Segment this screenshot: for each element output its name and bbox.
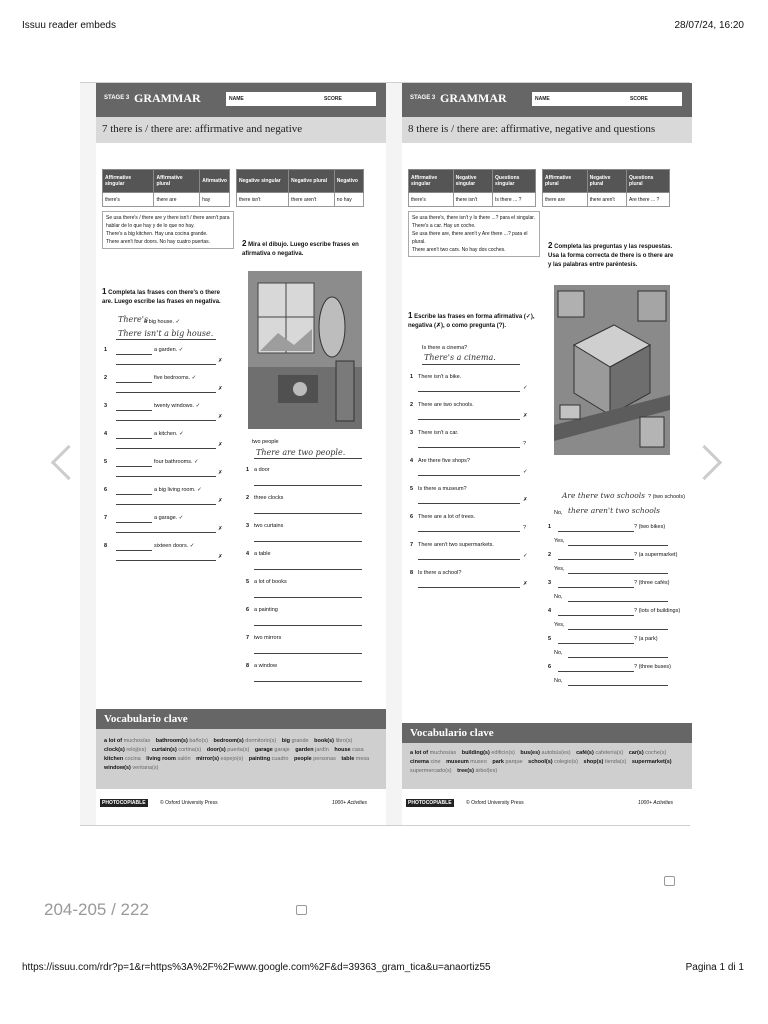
- item-number: 6: [548, 664, 552, 670]
- vocab-word: a lot of: [104, 738, 123, 744]
- example-tail: ? (two schools): [648, 494, 685, 500]
- vocab-translation: libro(s): [335, 738, 353, 744]
- vocab-translation: muchos/as: [429, 750, 457, 756]
- example-prompt: Is there a cinema?: [422, 345, 468, 351]
- answer-line: [116, 504, 216, 505]
- vocab-translation: ventana(s): [132, 765, 159, 771]
- mark: ✓: [523, 553, 528, 559]
- answer-start: No,: [554, 650, 563, 656]
- answer-line: [254, 597, 362, 598]
- item-prompt: ? (three cafés): [634, 580, 670, 586]
- copyright: © Oxford University Press: [160, 800, 218, 806]
- item-prompt: twenty windows. ✓: [154, 403, 201, 409]
- item-number: 6: [246, 607, 250, 613]
- vocabulary-title: Vocabulario clave: [104, 713, 188, 725]
- example-prompt: a big house. ✓: [144, 319, 181, 325]
- answer-line: [254, 625, 362, 626]
- vocab-translation: dormitorio(s): [245, 738, 277, 744]
- score-label: SCORE: [324, 96, 342, 102]
- item-number: 8: [104, 543, 108, 549]
- cross-mark: ✗: [218, 554, 223, 560]
- page-title-bar: [96, 83, 386, 117]
- item-number: 4: [410, 458, 414, 464]
- photocopiable-badge: PHOTOCOPIABLE: [408, 800, 452, 806]
- vocabulary-list: [410, 749, 680, 776]
- vocab-word: car(s): [628, 750, 644, 756]
- section-title: 8 there is / there are: affirmative, negative and questions: [402, 117, 692, 143]
- next-page-arrow-icon[interactable]: [687, 445, 722, 480]
- grammar-title: GRAMMAR: [440, 91, 507, 105]
- plural-table: Affirmative plural Negative plural Questions plural there are there aren't Are there ... ?: [542, 169, 670, 207]
- item-prompt: There isn't a bike.: [418, 374, 462, 380]
- document-viewer: [80, 82, 690, 826]
- answer-line: [116, 382, 152, 383]
- name-score-box: [226, 92, 376, 106]
- print-header-datetime: 28/07/24, 16:20: [674, 20, 744, 31]
- answer-line: [116, 438, 152, 439]
- cross-mark: ✗: [218, 442, 223, 448]
- item-number: 4: [246, 551, 250, 557]
- answer-start: Yes,: [554, 622, 565, 628]
- copyright: © Oxford University Press: [466, 800, 524, 806]
- vocabulary-box: [96, 709, 386, 789]
- vocab-word: building(s): [461, 750, 490, 756]
- answer-line: [116, 466, 152, 467]
- answer-line: [418, 419, 520, 420]
- vocab-entry: [457, 768, 497, 774]
- answer-line: [254, 513, 362, 514]
- answer-line: [568, 545, 668, 546]
- item-number: 3: [410, 430, 414, 436]
- answer-line: [558, 615, 634, 616]
- answer-line: [568, 573, 668, 574]
- vocab-translation: cine: [430, 759, 441, 765]
- item-prompt: a garden. ✓: [154, 347, 184, 353]
- answer-line: [116, 494, 152, 495]
- item-number: 1: [410, 374, 414, 380]
- vocab-entry: [334, 747, 363, 753]
- cross-mark: ✗: [218, 498, 223, 504]
- vocab-entry: [104, 738, 150, 744]
- vocab-entry: [576, 750, 623, 756]
- answer-line: [568, 657, 668, 658]
- item-prompt: ? (two bikes): [634, 524, 666, 530]
- item-prompt: ? (a park): [634, 636, 658, 642]
- answer-line: [568, 629, 668, 630]
- vocab-word: door(s): [206, 747, 226, 753]
- vocab-word: curtain(s): [151, 747, 177, 753]
- vocab-translation: garaje: [274, 747, 290, 753]
- item-prompt: two curtains: [254, 523, 284, 529]
- answer-line: [418, 447, 520, 448]
- answer-line: [254, 569, 362, 570]
- exercise-2-instructions: 2 Completa las preguntas y las respuestas. Usa la forma correcta de there is o there are y las palabras entre paréntesis.: [548, 241, 674, 268]
- example-answer-1: There's: [118, 315, 149, 324]
- vocab-word: garage: [254, 747, 273, 753]
- answer-line: [116, 476, 216, 477]
- answer-line: [558, 643, 634, 644]
- answer-line: [116, 522, 152, 523]
- vocab-word: garden: [295, 747, 314, 753]
- vocabulary-list: [104, 737, 374, 773]
- answer-line: [418, 503, 520, 504]
- page-title-bar: [402, 83, 692, 117]
- grammar-title: GRAMMAR: [134, 91, 201, 105]
- page-counter: 204-205 / 222: [44, 900, 149, 919]
- vocab-entry: [207, 747, 250, 753]
- item-number: 5: [246, 579, 250, 585]
- grammar-note: Se usa there's, there isn't y Is there ...? para el singular. There's a car. Hay un coche. Se usa there are, there aren't y Are there ...? para el plural. There aren't two cars. No hay dos coches.: [408, 211, 540, 257]
- vocab-translation: mesa: [355, 756, 370, 762]
- vocab-word: painting: [248, 756, 271, 762]
- item-number: 5: [410, 486, 414, 492]
- vocab-word: table: [341, 756, 355, 762]
- negative-table: Negative singular Negative plural Negativo there isn't there aren't no hay: [236, 169, 364, 207]
- vocab-word: park: [492, 759, 504, 765]
- answer-line: [116, 354, 152, 355]
- stage-label: STAGE 3: [104, 95, 130, 101]
- item-prompt: Are there five shops?: [418, 458, 470, 464]
- item-number: 7: [246, 635, 250, 641]
- answer-start: Yes,: [554, 566, 565, 572]
- item-prompt: a table: [254, 551, 271, 557]
- mark: ?: [523, 441, 527, 447]
- town-illustration: [554, 285, 670, 455]
- answer-line: [568, 685, 668, 686]
- activities-label: 1000+ Activities: [332, 800, 367, 806]
- vocab-translation: personas: [313, 756, 336, 762]
- item-prompt: There aren't two supermarkets.: [418, 542, 494, 548]
- answer-line: [568, 601, 668, 602]
- example-answer-3: There are two people.: [256, 448, 346, 457]
- vocab-word: café(s): [576, 750, 594, 756]
- item-number: 2: [104, 375, 108, 381]
- answer-line: [116, 364, 216, 365]
- vocab-word: bedroom(s): [213, 738, 244, 744]
- item-prompt: five bedrooms. ✓: [154, 375, 197, 381]
- vocab-entry: [255, 747, 290, 753]
- vocab-word: mirror(s): [196, 756, 220, 762]
- exercise-1-instructions: 1 Completa las frases con there's o there are. Luego escribe las frases en negativa.: [102, 287, 221, 305]
- answer-line: [418, 559, 520, 560]
- item-prompt: a garage. ✓: [154, 515, 184, 521]
- print-footer-page: Pagina 1 di 1: [685, 962, 744, 973]
- item-prompt: ? (a supermarket): [634, 552, 678, 558]
- answer-line: [418, 531, 520, 532]
- vocab-entry: [446, 759, 487, 765]
- item-number: 5: [104, 459, 108, 465]
- answer-line: [116, 420, 216, 421]
- example-answer-2: There isn't a big house.: [118, 329, 214, 338]
- vocab-word: book(s): [314, 738, 335, 744]
- answer-start: Yes,: [554, 538, 565, 544]
- answer-line: [418, 391, 520, 392]
- answer-line: [558, 559, 634, 560]
- vocab-entry: [214, 738, 277, 744]
- vocab-word: clock(s): [104, 747, 125, 753]
- item-number: 4: [104, 431, 108, 437]
- mark: ✗: [523, 497, 528, 503]
- item-number: 2: [548, 552, 552, 558]
- vocab-translation: autobús(es): [541, 750, 571, 756]
- vocab-translation: puerta(s): [227, 747, 250, 753]
- worksheet-page-8: [402, 83, 692, 825]
- item-number: 2: [410, 402, 414, 408]
- affirmative-table: Affirmative singular Affirmative plural Afirmativo there's there are hay: [102, 169, 230, 207]
- item-number: 1: [246, 467, 250, 473]
- item-prompt: a painting: [254, 607, 278, 613]
- answer-line: [418, 587, 520, 588]
- item-number: 7: [410, 542, 414, 548]
- answer-line: [116, 532, 216, 533]
- vocab-entry: [249, 756, 289, 762]
- vocab-entry: [584, 759, 627, 765]
- item-prompt: There are a lot of trees.: [418, 514, 476, 520]
- vocab-translation: espejo(s): [220, 756, 244, 762]
- item-number: 1: [548, 524, 552, 530]
- mark: ✓: [523, 469, 528, 475]
- vocab-translation: parque: [505, 759, 523, 765]
- item-prompt: two mirrors: [254, 635, 282, 641]
- vocab-translation: edificio(s): [491, 750, 515, 756]
- vocab-word: house: [334, 747, 351, 753]
- answer-line: [558, 531, 634, 532]
- vocab-translation: baño(s): [189, 738, 208, 744]
- vocab-word: school(s): [528, 759, 553, 765]
- vocab-translation: casa: [352, 747, 364, 753]
- answer-line: [116, 392, 216, 393]
- cross-mark: ✗: [218, 386, 223, 392]
- item-number: 8: [246, 663, 250, 669]
- vocab-entry: [295, 747, 329, 753]
- activities-label: 1000+ Activities: [638, 800, 673, 806]
- vocab-entry: [196, 756, 243, 762]
- vocab-translation: salón: [177, 756, 191, 762]
- item-prompt: a big living room. ✓: [154, 487, 202, 493]
- share-icon[interactable]: [664, 876, 675, 886]
- item-prompt: a kitchen. ✓: [154, 431, 184, 437]
- vocab-translation: árbol(es): [475, 768, 498, 774]
- answer-line: [418, 475, 520, 476]
- vocab-translation: cocina: [124, 756, 141, 762]
- mark: ?: [523, 525, 527, 531]
- answer-start: No,: [554, 678, 563, 684]
- vocab-entry: [528, 759, 578, 765]
- print-header-title: Issuu reader embeds: [22, 20, 116, 31]
- vocab-translation: tienda(s): [604, 759, 627, 765]
- room-illustration: [248, 271, 362, 429]
- exercise-2-instructions: 2 Mira el dibujo. Luego escribe frases en afirmativa o negativa.: [242, 239, 359, 257]
- vocab-entry: [146, 756, 190, 762]
- vocab-word: window(s): [104, 765, 131, 771]
- section-title: 7 there is / there are: affirmative and negative: [96, 117, 386, 143]
- cross-mark: ✗: [218, 414, 223, 420]
- item-prompt: Is there a museum?: [418, 486, 467, 492]
- name-score-box: [532, 92, 682, 106]
- item-number: 5: [548, 636, 552, 642]
- vocab-translation: muchos/as: [123, 738, 151, 744]
- vocab-entry: [294, 756, 336, 762]
- vocab-translation: colegio(s): [554, 759, 578, 765]
- item-prompt: ? (three buses): [634, 664, 671, 670]
- vocab-word: a lot of: [410, 750, 429, 756]
- answer-line: [254, 541, 362, 542]
- exercise-1-instructions: 1 Escribe las frases en forma afirmativa (✓), negativa (✗), o como pregunta (?).: [408, 311, 535, 329]
- vocab-entry: [104, 756, 141, 762]
- item-prompt: There isn't a car.: [418, 430, 459, 436]
- fullscreen-icon[interactable]: [296, 905, 307, 915]
- worksheet-page-7: [96, 83, 386, 825]
- vocab-entry: [410, 759, 441, 765]
- vocab-word: cinema: [410, 759, 429, 765]
- item-prompt: three clocks: [254, 495, 284, 501]
- answer-start: No,: [554, 594, 563, 600]
- cross-mark: ✗: [218, 470, 223, 476]
- vocab-translation: reloj(es): [126, 747, 147, 753]
- item-number: 3: [548, 580, 552, 586]
- vocab-translation: museo: [470, 759, 487, 765]
- answer-line: [254, 485, 362, 486]
- answer-line: [254, 681, 362, 682]
- mark: ✗: [523, 413, 528, 419]
- cross-mark: ✗: [218, 358, 223, 364]
- example-answer: There's a cinema.: [424, 353, 496, 362]
- mark: ✓: [523, 385, 528, 391]
- photocopiable-badge: PHOTOCOPIABLE: [102, 800, 146, 806]
- vocab-translation: cuadro: [271, 756, 289, 762]
- vocab-translation: coche(s): [645, 750, 667, 756]
- vocab-word: kitchen: [104, 756, 124, 762]
- item-number: 4: [548, 608, 552, 614]
- vocab-word: people: [293, 756, 312, 762]
- item-number: 2: [246, 495, 250, 501]
- score-label: SCORE: [630, 96, 648, 102]
- answer-line: [116, 560, 216, 561]
- item-prompt: There are two schools.: [418, 402, 474, 408]
- print-footer-url: https://issuu.com/rdr?p=1&r=https%3A%2F%2Fwww.google.com%2F&d=39363_gram_tica&u=anaortiz55: [22, 962, 491, 973]
- item-number: 8: [410, 570, 414, 576]
- vocab-entry: [314, 738, 352, 744]
- vocab-word: bus(es): [520, 750, 540, 756]
- vocab-entry: [104, 765, 158, 771]
- answer-line: [116, 410, 152, 411]
- answer-line: [116, 448, 216, 449]
- vocab-word: shop(s): [583, 759, 604, 765]
- example-prompt-2: two people: [252, 439, 279, 445]
- grammar-note: Se usa there's / there are y there isn't / there aren't para hablar de lo que hay y de lo que no hay. There's a big kitchen. Hay una cocina grande. There aren't four doors. No hay cuatro puertas.: [102, 211, 234, 249]
- vocab-entry: [492, 759, 522, 765]
- vocab-word: museum: [446, 759, 469, 765]
- cross-mark: ✗: [218, 526, 223, 532]
- item-prompt: a window: [254, 663, 277, 669]
- vocab-word: tree(s): [457, 768, 474, 774]
- name-label: NAME: [535, 96, 550, 102]
- vocabulary-box: [402, 723, 692, 789]
- item-number: 1: [104, 347, 108, 353]
- example-question: Are there two schools: [562, 491, 646, 500]
- vocab-translation: supermercado(s): [410, 768, 452, 774]
- vocab-entry: [152, 747, 202, 753]
- item-number: 7: [104, 515, 108, 521]
- example-no: No,: [554, 510, 563, 516]
- vocab-word: bathroom(s): [155, 738, 188, 744]
- answer-line: [558, 671, 634, 672]
- vocab-entry: [104, 747, 146, 753]
- item-number: 3: [104, 403, 108, 409]
- vocab-entry: [629, 750, 667, 756]
- vocab-entry: [410, 750, 456, 756]
- vocab-entry: [520, 750, 570, 756]
- name-label: NAME: [229, 96, 244, 102]
- item-prompt: a door: [254, 467, 270, 473]
- answer-line: [254, 653, 362, 654]
- item-number: 6: [104, 487, 108, 493]
- vocab-translation: jardín: [315, 747, 329, 753]
- answer-line: [116, 550, 152, 551]
- item-number: 3: [246, 523, 250, 529]
- vocabulary-title: Vocabulario clave: [410, 727, 494, 739]
- item-prompt: Is there a school?: [418, 570, 462, 576]
- vocab-translation: grande: [291, 738, 309, 744]
- vocab-word: supermarket(s): [631, 759, 672, 765]
- vocab-translation: cortina(s): [178, 747, 202, 753]
- item-prompt: a lot of books: [254, 579, 287, 585]
- example-answer: there aren't two schools: [568, 506, 660, 515]
- vocab-word: big: [281, 738, 290, 744]
- item-prompt: sixteen doors. ✓: [154, 543, 195, 549]
- vocab-entry: [156, 738, 208, 744]
- vocab-entry: [462, 750, 515, 756]
- vocab-translation: cafetería(s): [595, 750, 624, 756]
- vocab-entry: [282, 738, 309, 744]
- stage-label: STAGE 3: [410, 95, 436, 101]
- vocab-word: living room: [146, 756, 176, 762]
- mark: ✗: [523, 581, 528, 587]
- answer-line: [558, 587, 634, 588]
- item-number: 6: [410, 514, 414, 520]
- item-prompt: four bathrooms. ✓: [154, 459, 199, 465]
- vocab-entry: [341, 756, 369, 762]
- singular-table: Affirmative singular Negative singular Questions singular there's there isn't Is there ... ?: [408, 169, 536, 207]
- item-prompt: ? (lots of buildings): [634, 608, 681, 614]
